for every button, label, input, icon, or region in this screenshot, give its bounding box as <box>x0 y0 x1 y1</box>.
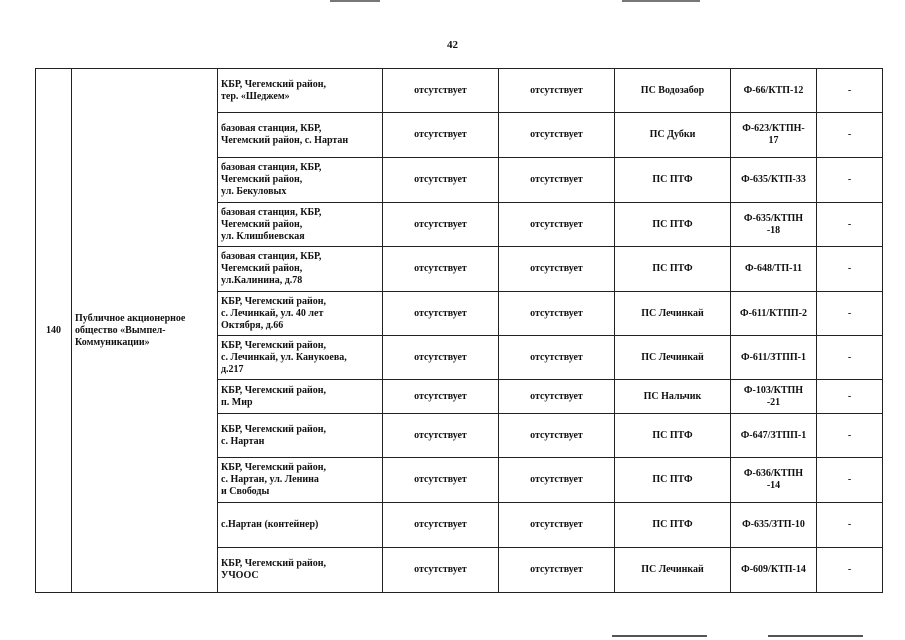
substation-cell: ПС Нальчик <box>615 380 731 414</box>
feeder-cell <box>731 247 817 292</box>
feeder-line: Ф-611/ЗТПП-1 <box>741 351 806 363</box>
address-line: с.Нартан (контейнер) <box>221 519 319 530</box>
status-cell: отсутствует <box>383 380 499 414</box>
address-line: базовая станция, КБР, <box>221 123 322 134</box>
scan-artifact-top-right <box>622 0 700 2</box>
substation-cell: ПС ПТФ <box>615 414 731 458</box>
feeder-cell <box>731 458 817 503</box>
address-line: и Свободы <box>221 486 270 497</box>
dash-cell: - <box>817 247 883 292</box>
address-line: Чегемский район, <box>221 218 303 230</box>
feeder-line: -14 <box>766 480 781 491</box>
status-cell: отсутствует <box>499 548 615 593</box>
address-line: с. Нартан, ул. Ленина <box>221 474 319 485</box>
address-cell <box>218 247 383 292</box>
feeder-line: Ф-623/КТПН- <box>742 123 805 134</box>
address-line: УЧООС <box>221 570 259 581</box>
address-line: Чегемский район, с. Нартан <box>221 135 349 146</box>
substation-cell: ПС Дубки <box>615 113 731 158</box>
dash-cell: - <box>817 336 883 380</box>
substation-cell: ПС Лечинкай <box>615 292 731 336</box>
substation-cell: ПС Водозабор <box>615 69 731 113</box>
feeder-line: Ф-648/ТП-11 <box>745 263 802 274</box>
organization-cell <box>72 69 218 593</box>
status-cell: отсутствует <box>383 292 499 336</box>
status-cell: отсутствует <box>499 203 615 247</box>
address-cell <box>218 203 383 247</box>
feeder-line: Ф-611/КТПП-2 <box>740 307 807 319</box>
address-line: с. Лечинкай, ул. Канукоева, <box>221 351 347 363</box>
dash-cell: - <box>817 158 883 203</box>
status-cell: отсутствует <box>383 414 499 458</box>
feeder-line: Ф-66/КТП-12 <box>743 84 804 96</box>
address-line: КБР, Чегемский район, <box>221 339 326 351</box>
address-line: базовая станция, КБР, <box>221 206 322 218</box>
address-line: п. Мир <box>221 396 253 408</box>
status-cell: отсутствует <box>383 158 499 203</box>
organization-line: Публичное акционерное <box>75 312 186 324</box>
status-cell: отсутствует <box>383 458 499 503</box>
address-line: базовая станция, КБР, <box>221 162 322 173</box>
address-line: КБР, Чегемский район, <box>221 423 326 435</box>
substation-cell: ПС ПТФ <box>615 458 731 503</box>
table-body <box>36 69 883 593</box>
address-line: ул. Бекуловых <box>221 186 287 197</box>
feeder-line: -21 <box>766 396 781 408</box>
address-line: КБР, Чегемский район, <box>221 462 326 473</box>
row-number-cell: 140 <box>36 69 72 593</box>
dash-cell: - <box>817 458 883 503</box>
dash-cell: - <box>817 503 883 548</box>
feeder-cell <box>731 548 817 593</box>
substation-cell: ПС Лечинкай <box>615 548 731 593</box>
feeder-cell <box>731 203 817 247</box>
status-cell: отсутствует <box>499 380 615 414</box>
organization-line: общество «Вымпел- <box>75 324 166 336</box>
address-line: ул.Калинина, д.78 <box>221 275 303 286</box>
feeder-line: Ф-635/КТП-33 <box>741 174 806 185</box>
address-cell <box>218 414 383 458</box>
substation-cell: ПС ПТФ <box>615 203 731 247</box>
feeder-line: Ф-635/ЗТП-10 <box>742 519 805 530</box>
feeder-line: Ф-647/ЗТПП-1 <box>740 429 807 441</box>
feeder-cell <box>731 292 817 336</box>
address-cell <box>218 380 383 414</box>
feeder-cell <box>731 69 817 113</box>
status-cell: отсутствует <box>499 158 615 203</box>
address-line: Чегемский район, <box>221 263 303 274</box>
locations-table <box>35 68 883 593</box>
address-cell <box>218 158 383 203</box>
address-cell <box>218 336 383 380</box>
scan-artifact-top-left <box>330 0 380 2</box>
address-line: д.217 <box>221 363 244 375</box>
status-cell: отсутствует <box>499 69 615 113</box>
status-cell: отсутствует <box>499 414 615 458</box>
address-cell <box>218 292 383 336</box>
scan-artifact-bottom-right <box>768 635 863 637</box>
address-line: КБР, Чегемский район, <box>221 78 326 90</box>
address-line: КБР, Чегемский район, <box>221 558 326 569</box>
substation-cell: ПС Лечинкай <box>615 336 731 380</box>
feeder-cell <box>731 380 817 414</box>
status-cell: отсутствует <box>383 336 499 380</box>
status-cell: отсутствует <box>383 503 499 548</box>
status-cell: отсутствует <box>383 203 499 247</box>
status-cell: отсутствует <box>499 292 615 336</box>
page-number: 42 <box>447 39 458 51</box>
address-cell <box>218 69 383 113</box>
status-cell: отсутствует <box>383 548 499 593</box>
address-cell <box>218 113 383 158</box>
substation-cell: ПС ПТФ <box>615 158 731 203</box>
feeder-line: Ф-635/КТПН <box>743 212 804 224</box>
address-line: базовая станция, КБР, <box>221 251 322 262</box>
table-row <box>36 69 883 113</box>
status-cell: отсутствует <box>499 113 615 158</box>
dash-cell: - <box>817 203 883 247</box>
feeder-cell <box>731 336 817 380</box>
dash-cell: - <box>817 292 883 336</box>
address-line: Чегемский район, <box>221 174 303 185</box>
address-cell <box>218 503 383 548</box>
status-cell: отсутствует <box>499 503 615 548</box>
feeder-line: Ф-636/КТПН <box>743 468 804 479</box>
status-cell: отсутствует <box>499 336 615 380</box>
address-line: с. Нартан <box>221 435 265 447</box>
address-line: тер. «Шеджем» <box>221 90 290 102</box>
address-cell <box>218 548 383 593</box>
address-line: КБР, Чегемский район, <box>221 295 326 307</box>
substation-cell: ПС ПТФ <box>615 503 731 548</box>
scan-artifact-bottom-left <box>612 635 707 637</box>
feeder-line: Ф-103/КТПН <box>743 384 804 396</box>
status-cell: отсутствует <box>383 69 499 113</box>
dash-cell: - <box>817 113 883 158</box>
feeder-cell <box>731 158 817 203</box>
feeder-cell <box>731 503 817 548</box>
dash-cell: - <box>817 548 883 593</box>
feeder-line: -18 <box>766 224 781 236</box>
address-line: с. Лечинкай, ул. 40 лет <box>221 307 324 319</box>
status-cell: отсутствует <box>383 113 499 158</box>
status-cell: отсутствует <box>499 458 615 503</box>
organization-line: Коммуникации» <box>75 336 150 348</box>
feeder-cell <box>731 113 817 158</box>
status-cell: отсутствует <box>499 247 615 292</box>
address-line: КБР, Чегемский район, <box>221 384 326 396</box>
address-line: ул. Клишбиевская <box>221 230 305 242</box>
substation-cell: ПС ПТФ <box>615 247 731 292</box>
address-line: Октября, д.66 <box>221 319 284 331</box>
feeder-cell <box>731 414 817 458</box>
dash-cell: - <box>817 69 883 113</box>
dash-cell: - <box>817 414 883 458</box>
feeder-line: Ф-609/КТП-14 <box>741 564 806 575</box>
address-cell <box>218 458 383 503</box>
status-cell: отсутствует <box>383 247 499 292</box>
dash-cell: - <box>817 380 883 414</box>
feeder-line: 17 <box>768 135 779 146</box>
